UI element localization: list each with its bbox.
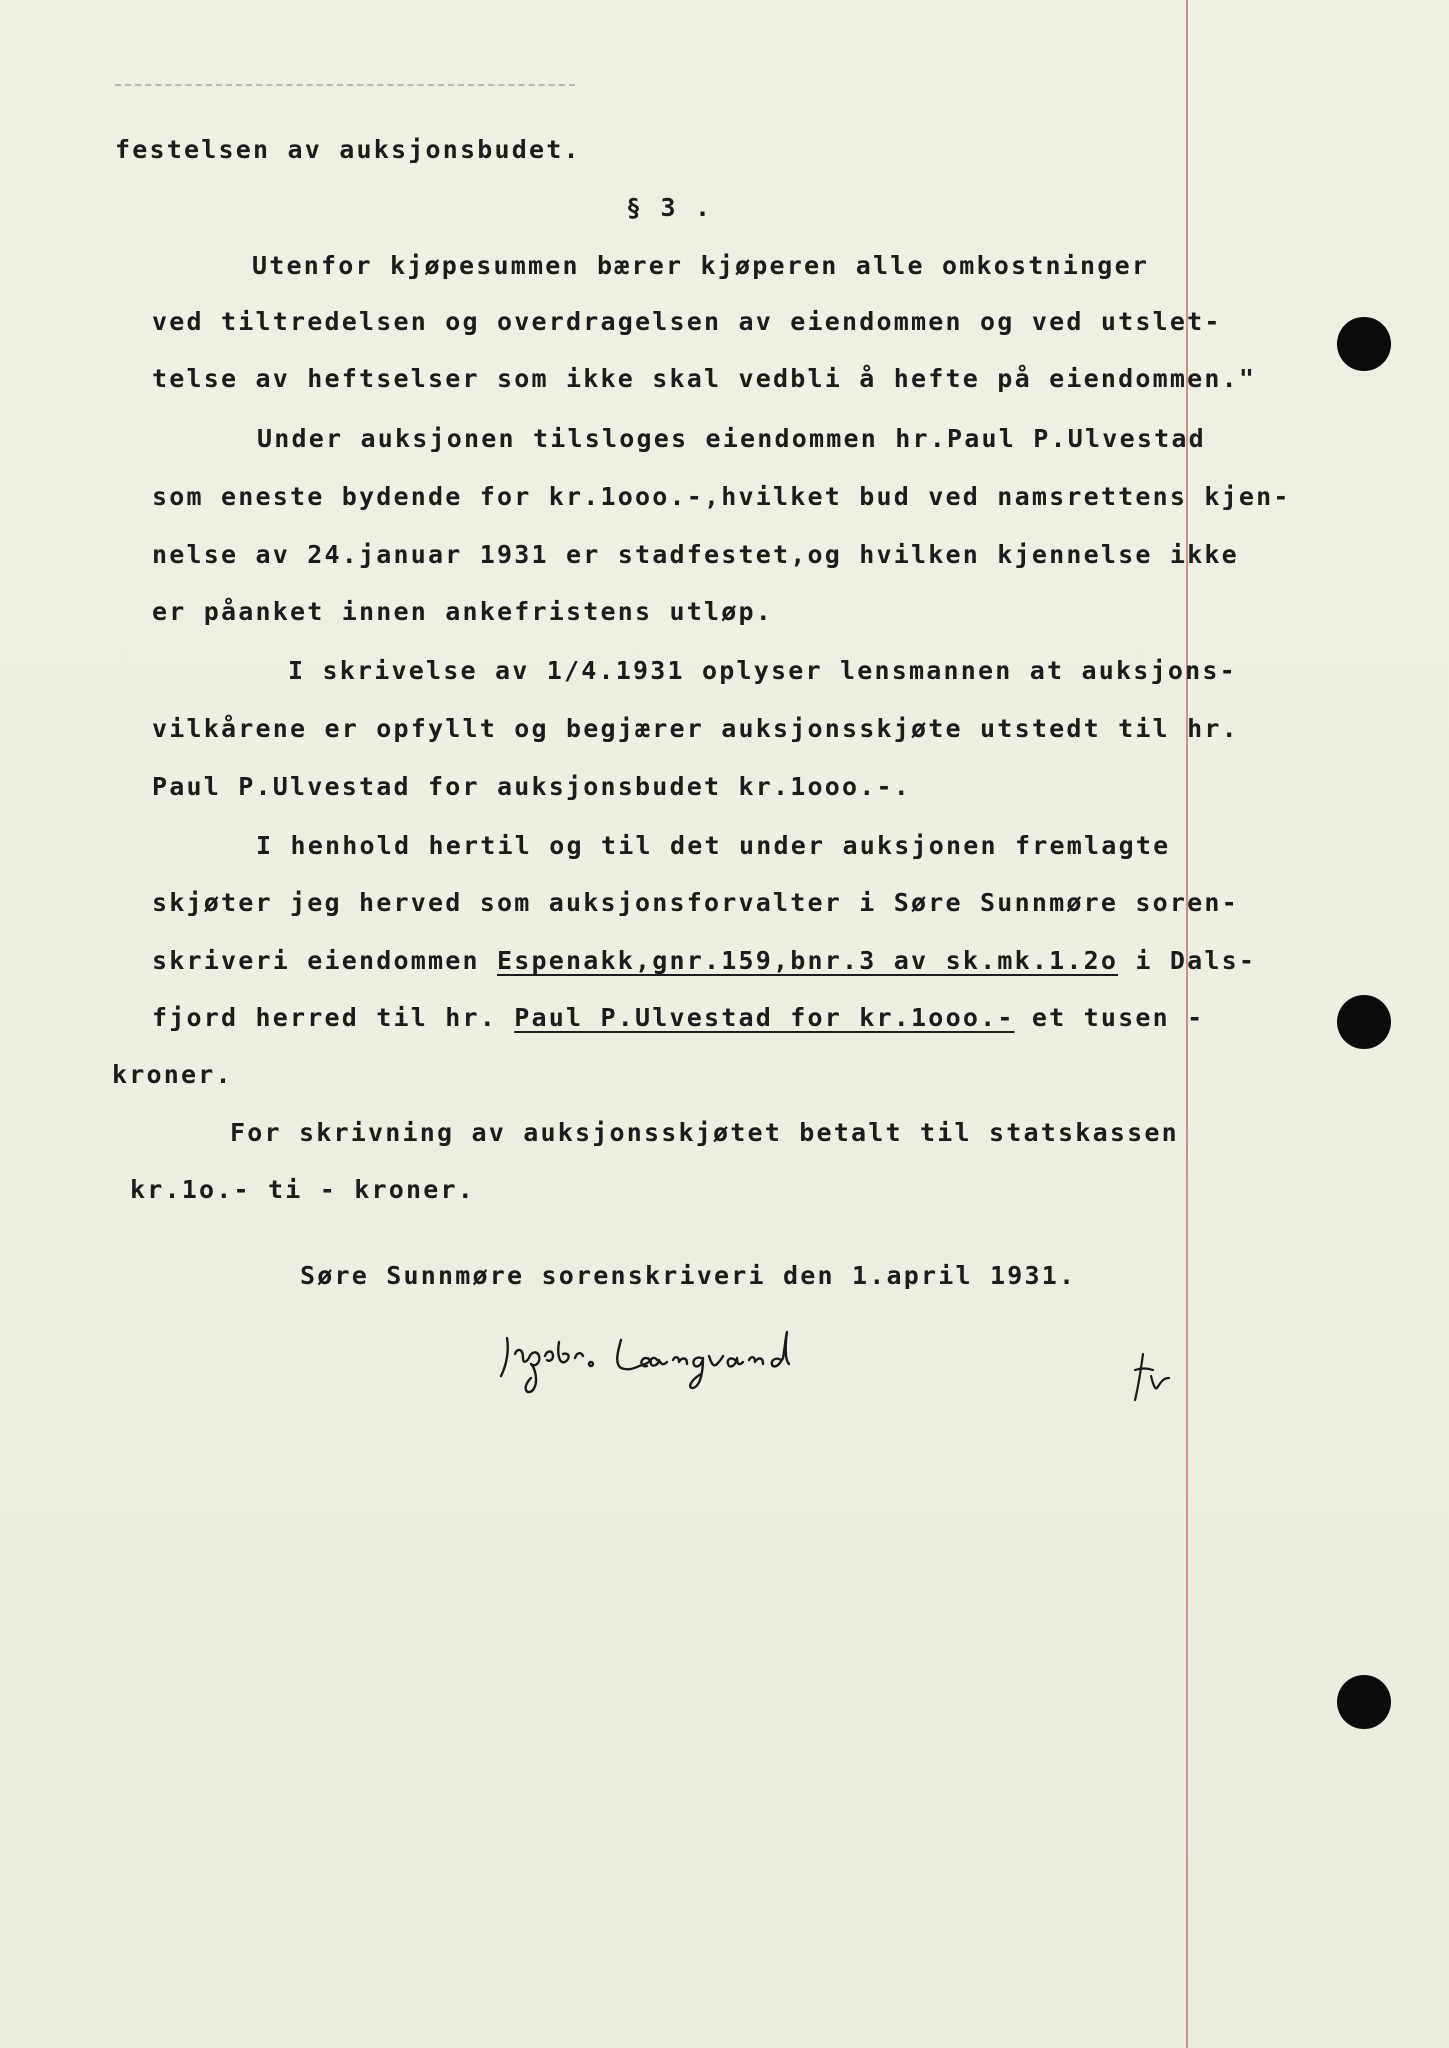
text-line: som eneste bydende for kr.1ooo.-,hvilket bud ved namsrettens kjen-: [152, 482, 1291, 511]
text-line: I henhold hertil og til det under auksjonen fremlagte: [256, 831, 1171, 860]
text-segment: et tusen -: [1014, 1003, 1205, 1032]
section-heading: § 3 .: [626, 193, 713, 222]
signature-drawing: [495, 1302, 925, 1402]
punch-hole-middle: [1337, 995, 1391, 1049]
text-line: I skrivelse av 1/4.1931 oplyser lensmannen at auksjons-: [288, 656, 1237, 685]
text-line: Utenfor kjøpesummen bærer kjøperen alle omkostninger: [252, 251, 1150, 280]
text-line: vilkårene er opfyllt og begjærer auksjonsskjøte utstedt til hr.: [152, 714, 1239, 743]
text-segment: i Dals-: [1118, 946, 1257, 975]
text-line: ved tiltredelsen og overdragelsen av eiendommen og ved utslet-: [152, 307, 1222, 336]
text-line: kr.1o.- ti - kroner.: [130, 1175, 476, 1204]
text-line: nelse av 24.januar 1931 er stadfestet,og hvilken kjennelse ikke: [152, 540, 1239, 569]
text-line: For skrivning av auksjonsskjøtet betalt til statskassen: [230, 1118, 1179, 1147]
text-segment: fjord herred til hr.: [152, 1003, 515, 1032]
buyer-and-price: Paul P.Ulvestad for kr.1ooo.-: [514, 1003, 1015, 1032]
text-line: [152, 946, 1256, 976]
closing-line: Søre Sunnmøre sorenskriveri den 1.april 1931.: [300, 1261, 1077, 1290]
text-line: kroner.: [112, 1060, 233, 1089]
text-segment: skriveri eiendommen: [152, 946, 498, 975]
faded-top-text: [115, 84, 575, 94]
text-line: telse av heftselser som ikke skal vedbli å hefte på eiendommen.": [152, 364, 1257, 393]
text-line: er påanket innen ankefristens utløp.: [152, 597, 774, 626]
property-reference: Espenakk,gnr.159,bnr.3 av sk.mk.1.2o: [497, 946, 1119, 975]
punch-hole-bottom: [1337, 1675, 1391, 1729]
initials-drawing: [1125, 1348, 1185, 1408]
initials: [1125, 1348, 1185, 1408]
signature: [495, 1302, 925, 1402]
text-line: Under auksjonen tilsloges eiendommen hr.Paul P.Ulvestad: [257, 424, 1206, 453]
text-line: skjøter jeg herved som auksjonsforvalter i Søre Sunnmøre soren-: [152, 888, 1239, 917]
text-line: festelsen av auksjonsbudet.: [115, 135, 581, 164]
text-line: [152, 1003, 1204, 1033]
text-line: Paul P.Ulvestad for auksjonsbudet kr.1ooo.-.: [152, 772, 912, 801]
punch-hole-top: [1337, 317, 1391, 371]
